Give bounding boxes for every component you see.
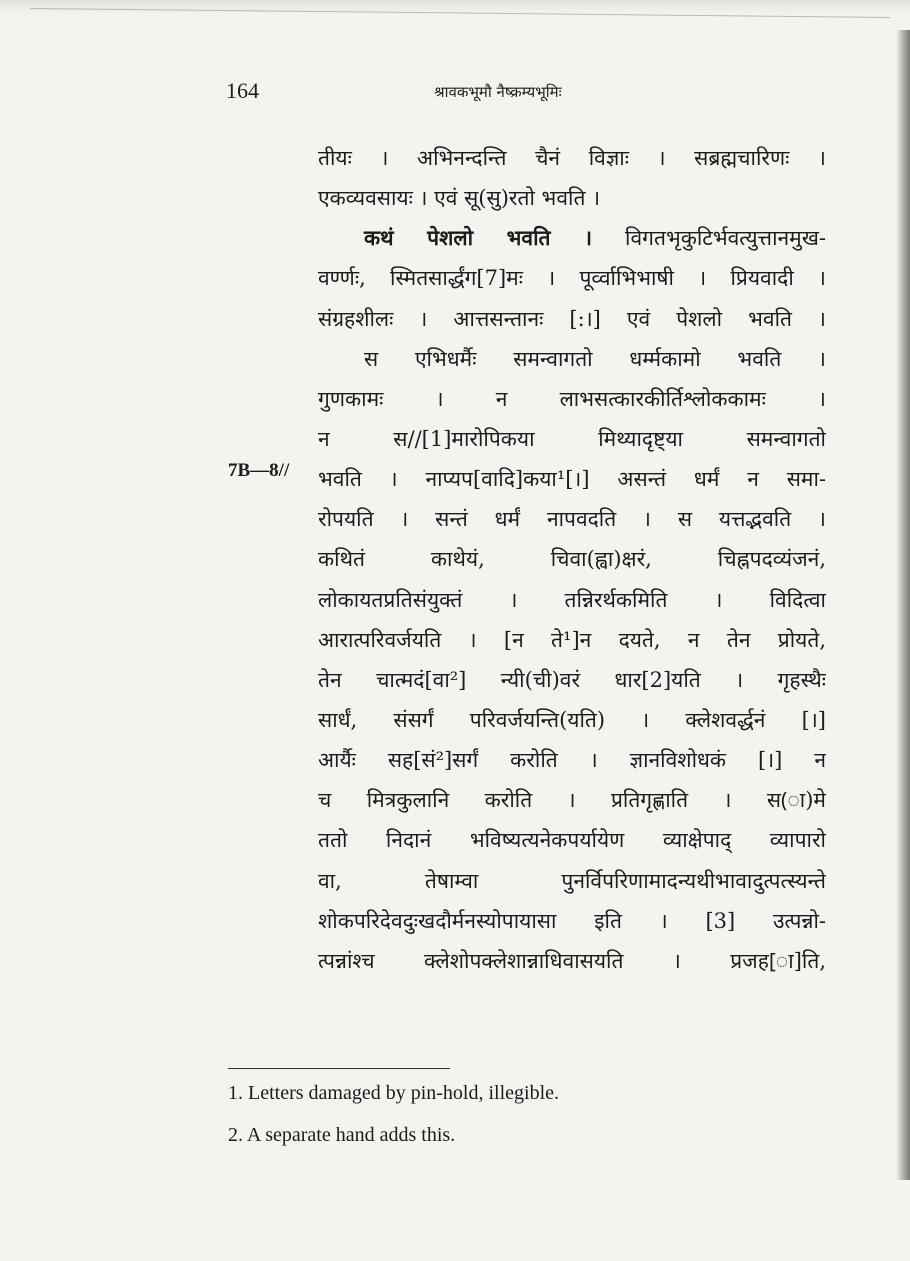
line-text: कथितं काथेयं, चिवा(ह्वा)क्षरं, चिह्नपदव्यंजनं, (318, 547, 826, 572)
text-line (318, 580, 826, 620)
page-number: 164 (226, 78, 259, 103)
text-line (318, 941, 826, 981)
running-head (226, 78, 826, 108)
footnote: 2. A separate hand adds this. (228, 1124, 456, 1146)
text-line (318, 459, 826, 499)
margin-folio-reference: 7B—8// (228, 460, 290, 481)
text-line (318, 258, 826, 298)
text-line (318, 620, 826, 660)
text-line (318, 499, 826, 539)
line-text: संग्रहशीलः । आत्तसन्तानः [:।] एवं पेशलो भवति । (318, 306, 826, 331)
line-text: वर्ण्णः, स्मितसार्द्धंग[7]मः । पूर्व्वाभिभाषी । प्रियवादी । (318, 266, 826, 291)
text-line (318, 299, 826, 339)
line-text: विगतभृकुटिर्भवत्युत्तानमुख- (592, 226, 826, 251)
line-text: गुणकामः । न लाभसत्कारकीर्तिश्लोककामः । (318, 386, 826, 411)
text-line (318, 178, 826, 218)
line-text: आरात्परिवर्जयति । [न ते¹]न दयते, न तेन प्रोयते, (318, 627, 826, 652)
text-line (318, 218, 826, 258)
line-text: शोकपरिदेवदुःखदौर्मनस्योपायासा इति । [3] उत्पन्नो- (318, 908, 826, 933)
line-text: वा, तेषाम्वा पुनर्विपरिणामादन्यथीभावादुत्पत्स्यन्ते (318, 868, 826, 893)
line-text: रोपयति । सन्तं धर्मं नापवदति । स यत्तद्भवति । (318, 507, 826, 532)
footnotes (228, 1078, 828, 1162)
line-text: तीयः । अभिनन्दन्ति चैनं विज्ञाः । सब्रह्मचारिणः । (318, 146, 826, 170)
footnote: 1. Letters damaged by pin-hold, illegible. (228, 1082, 560, 1104)
line-text: च मित्रकुलानि करोति । प्रतिगृह्णाति । स(ा)मे (318, 788, 826, 813)
footnote-rule (228, 1068, 450, 1069)
line-text: स एभिधर्मैः समन्वागतो धर्म्मकामो भवति । (364, 346, 826, 371)
line-text: त्पन्नांश्च क्लेशोपक्लेशान्नाधिवासयति । प्रजह[ा]ति, (318, 948, 826, 973)
text-line (318, 861, 826, 901)
running-title: श्रावकभूमौ नैष्क्रम्यभूमिः (434, 83, 562, 101)
line-text: सार्धं, संसर्गं परिवर्जयन्ति(यति) । क्लेशवर्द्धनं [।] (318, 707, 826, 732)
line-text: ततो निदानं भविष्यत्यनेकपर्यायेण व्याक्षेपाद् व्यापारो (318, 828, 826, 853)
main-text-block (318, 138, 826, 981)
line-text: लोकायतप्रतिसंयुक्तं । तन्निरर्थकमिति । विदित्वा (318, 587, 826, 612)
text-line (318, 780, 826, 820)
text-line (318, 660, 826, 700)
bold-heading-phrase: कथं पेशलो भवति । (364, 225, 593, 251)
text-line (318, 419, 826, 459)
text-line (318, 820, 826, 860)
line-text: तेन चात्मदं[वा²] न्यी(ची)वरं धार[2]यति । गृहस्थैः (318, 667, 826, 692)
text-line (318, 539, 826, 579)
text-line (318, 700, 826, 740)
text-line (318, 138, 826, 178)
line-text: आर्यैः सह[सं²]सर्गं करोति । ज्ञानविशोधकं [।] न (318, 748, 826, 773)
text-line (318, 901, 826, 941)
page-binding-edge (896, 30, 910, 1180)
line-text: एकव्यवसायः । एवं सू(सु)रतो भवति । (318, 186, 601, 211)
text-line (318, 379, 826, 419)
line-text: भवति । नाप्यप[वादि]कया¹[।] असन्तं धर्मं न समा- (318, 467, 826, 492)
text-line (318, 740, 826, 780)
text-line (318, 339, 826, 379)
line-text: न स//[1]मारोपिकया मिथ्यादृष्ट्या समन्वागतो (318, 426, 826, 451)
